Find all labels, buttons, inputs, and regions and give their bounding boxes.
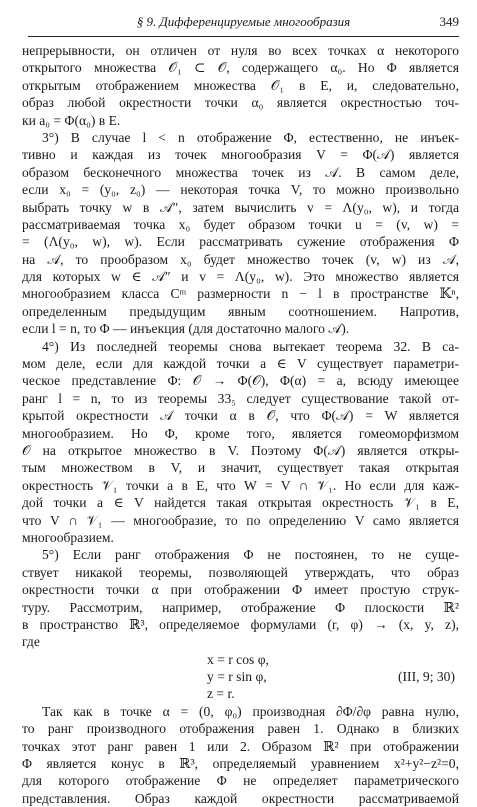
text-line: Φ является конус в ℝ³, определяемый уравнением x²+y²−z²=0, xyxy=(22,756,459,772)
text-line: если l = n, то Φ — инъекция (для достаточно малого 𝒜). xyxy=(22,321,350,337)
text-line: многообразием. xyxy=(22,529,114,545)
text-line: туру. Рассмотрим, например, отображение Φ плоскости ℝ² xyxy=(22,599,459,615)
text-line: тивно и каждая из точек многообразия V = Φ(𝒜) является xyxy=(22,147,459,163)
equation-number: (III, 9; 30) xyxy=(398,669,455,685)
text-line: многообразием класса Cᵐ размерности n − l в пространстве 𝕂ⁿ, xyxy=(22,286,459,302)
text-line: 4°) Из последней теоремы снова вытекает теорема 32. В са- xyxy=(42,338,459,354)
section-title: § 9. Дифференцируемые многообразия xyxy=(136,14,351,29)
text-line: открытым отображением множества 𝒪₁ в E, и, следовательно, xyxy=(22,77,459,93)
text-line: многообразием. Но Φ, кроме того, является гомеоморфизмом xyxy=(22,425,459,441)
text-line: в пространство ℝ³, определяемое формулами (r, φ) → (x, y, z), xyxy=(22,616,459,632)
text-line: точках этот ранг равен 1 или 2. Образом ℝ² при отображении xyxy=(22,738,459,754)
text-line: если x₀ = (y₀, z₀) — некоторая точка V, то можно произвольно xyxy=(22,182,459,198)
text-line: непрерывности, он отличен от нуля во всех точках α некоторого xyxy=(22,43,459,58)
body-text xyxy=(22,42,459,807)
formula-line xyxy=(22,685,459,702)
text-line: для которого отображение Φ не определяет параметрического xyxy=(22,773,459,789)
text-line: мом деле, если для каждой точки a ∈ V существует параметри- xyxy=(22,356,459,372)
text-line: образом бесконечного множества точек из 𝒜. В самом деле, xyxy=(22,164,459,180)
text-line: рассматриваемая точка x₀ будет образом точки u = (v, w) = xyxy=(22,216,459,232)
text-line: ранг l = n, то из теоремы 33₅ следует существование такой от- xyxy=(22,390,459,406)
text-line: открытого множества 𝒪₁ ⊂ 𝒪, содержащего α₀. Но Φ является xyxy=(22,60,459,76)
formula-line xyxy=(22,651,459,668)
page-number: 349 xyxy=(439,14,459,29)
running-header xyxy=(28,14,459,36)
text-line: 𝒪 на открытое множество в V. Поэтому Φ(𝒜) является откры- xyxy=(22,442,459,458)
text-line: то ранг производного отображения равен 1. Однако в близких xyxy=(22,721,459,737)
text-line: дой точки a ∈ V найдется такая открытая окрестность 𝒱₁ в E, xyxy=(22,495,459,511)
text-line: тым множеством в V, и значит, существует такая открытая xyxy=(22,460,459,476)
text-line: представления. Образ каждой окрестности рассматриваемой xyxy=(22,790,459,806)
text-line: ческое представление Φ: 𝒪 → Φ(𝒪), Φ(α) = a, всюду имеющее xyxy=(22,373,459,389)
text-line: определенным предыдущим явным соотношением. Напротив, xyxy=(22,303,459,319)
formula-x: x = r cos φ, xyxy=(207,651,269,667)
text-line: ствует никакой теоремы, позволяющей утверждать, что образ xyxy=(22,564,459,580)
text-line: где xyxy=(22,634,40,650)
formula-line xyxy=(22,668,459,685)
header-rule xyxy=(28,36,459,37)
text-line: образ любой окрестности точки α₀ является окрестностью точ- xyxy=(22,95,459,111)
text-line: ки a₀ = Φ(α₀) в E. xyxy=(22,112,121,128)
formula-y: y = r sin φ, xyxy=(207,669,267,685)
text-line: выбрать точку w в 𝒜″, затем вычислить v = Λ(y₀, w), и тогда xyxy=(22,199,459,215)
text-line: окрестность 𝒱₁ точки a в E, что W = V ∩ 𝒱₁. Но если для каж- xyxy=(22,477,459,493)
text-line: Так как в точке α = (0, φ₀) производная ∂Φ/∂φ равна нулю, xyxy=(42,703,459,719)
text-line: на 𝒜, то прообразом x₀ будет множество точек (v, w) из 𝒜, xyxy=(22,251,459,267)
text-line: крытой окрестности 𝒜 точки α в 𝒪, что Φ(𝒜) = W является xyxy=(22,408,459,424)
text-line: для которых w ∈ 𝒜″ и v = Λ(y₀, w). Это множество является xyxy=(22,269,459,285)
formula-z: z = r. xyxy=(207,686,235,702)
text-line: 5°) Если ранг отображения Φ не постоянен, то не суще- xyxy=(42,547,459,563)
text-line: что V ∩ 𝒱₁ — многообразие, то по определению V само является xyxy=(22,512,459,528)
text-line: 3°) В случае l < n отображение Φ, естественно, не инъек- xyxy=(42,129,459,145)
text-line: = (Λ(y₀, w), w). Если рассматривать сужение отображения Φ xyxy=(22,234,459,250)
text-line: окрестности точки α при отображении Φ имеет простую струк- xyxy=(22,582,459,598)
